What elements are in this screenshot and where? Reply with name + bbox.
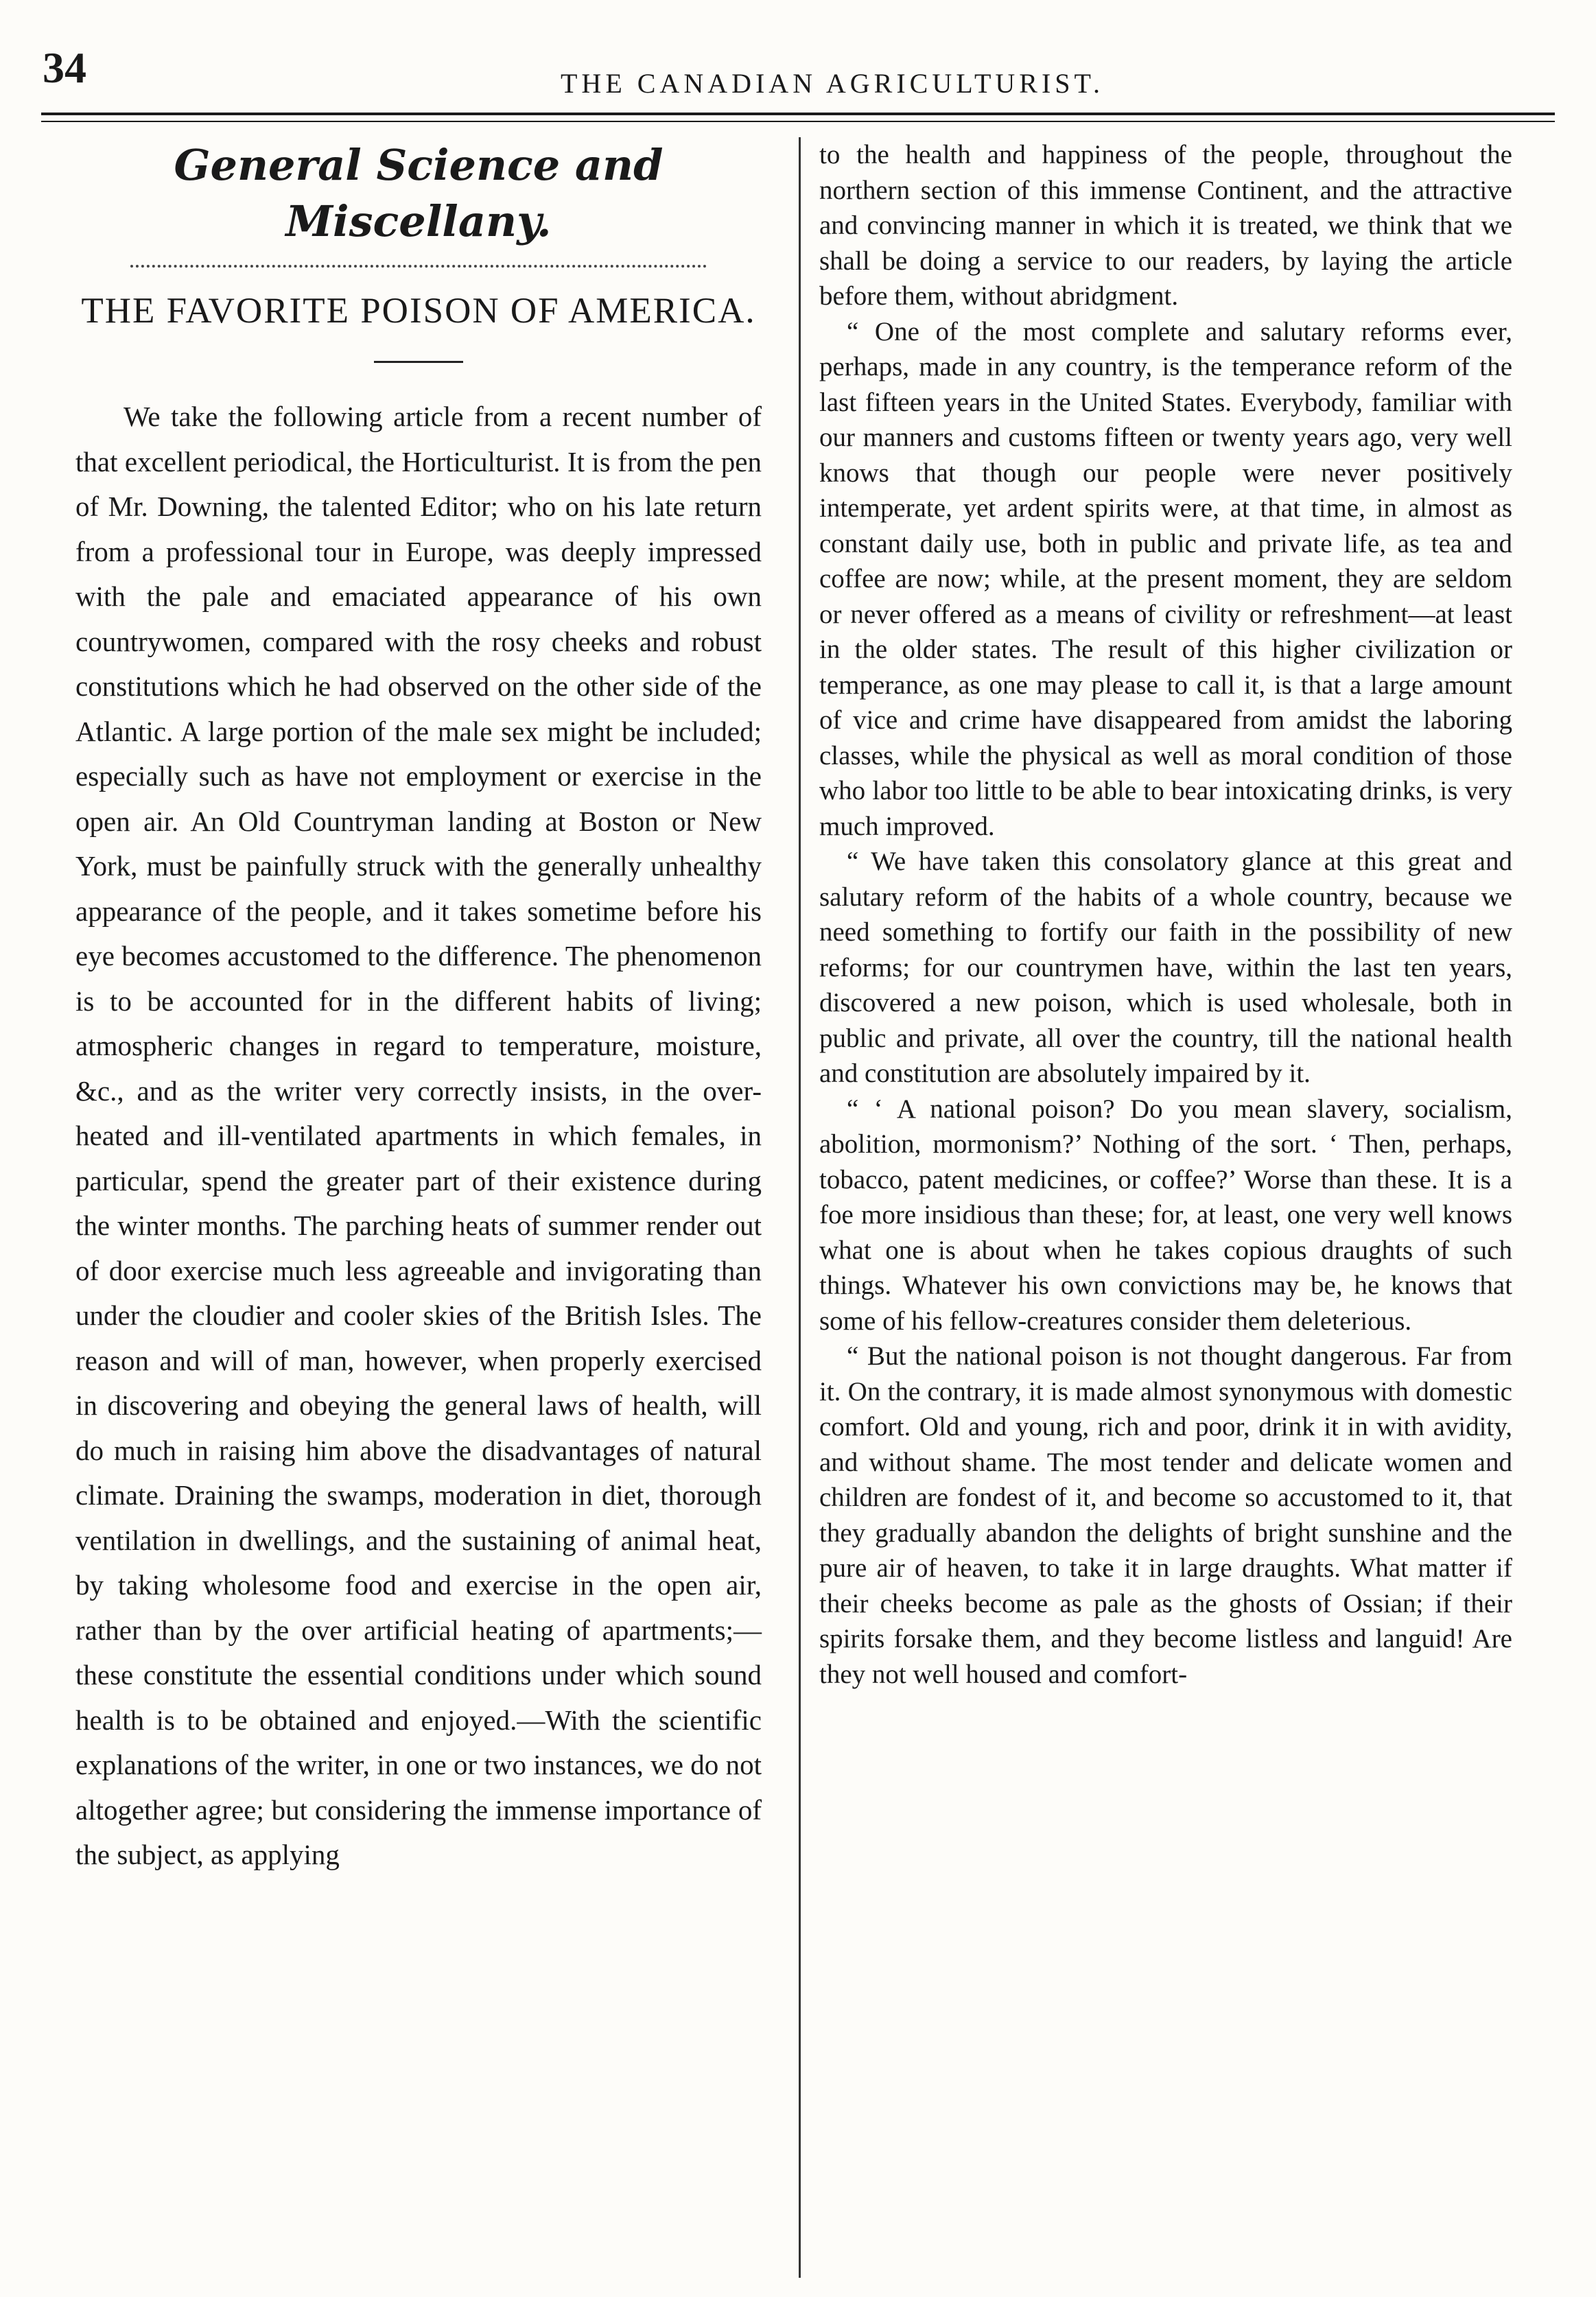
title-rule [374,361,463,363]
body-paragraph: We take the following article from a recent number of that excellent periodical, the Horticulturist. It is from the pen of Mr. Downing, the talented Editor; who on his late return from a professional tour in Europe, was deeply impressed with the pale and emaciated appearance of his own countrywomen, compared with the rosy cheeks and robust constitutions which he had observed on the other side of the Atlantic. A large portion of the male sex might be included; especially such as have not employment or exercise in the open air. An Old Countryman landing at Boston or New York, must be painfully struck with the generally unhealthy appearance of the people, and it takes sometime before his eye becomes accustomed to the difference. The phenomenon is to be accounted for in the different habits of living; atmospheric changes in regard to temperature, moisture, &c., and as the writer very correctly insists, in the over-heated and ill-ventilated apartments in which females, in particular, spend the greater part of their existence during the winter months. The parching heats of summer render out of door exercise much less agreeable and invigorating than under the cloudier and cooler skies of the British Isles. The reason and will of man, however, when properly exercised in discovering and obeying the general laws of health, will do much in raising him above the disadvantages of natural climate. Draining the swamps, moderation in diet, thorough ventilation in dwellings, and the sustaining of animal heat, by taking wholesome food and exercise in the open air, rather than by the over artificial heating of apartments;—these constitute the essential conditions under which sound health is to be obtained and enjoyed.—With the scientific explanations of the writer, in one or two instances, we do not altogether agree; but considering the immense importance of the subject, as applying [75,401,762,1870]
running-title: THE CANADIAN AGRICULTURIST. [561,68,1104,99]
page-number: 34 [43,43,86,92]
body-paragraph-continued: to the health and happiness of the people, throughout the northern section of this immense Continent, and the attractive and convincing manner in which it is treated, we think that we shall be doing a service to our readers, by laying the article before them, without abridgment. [819,140,1512,311]
header-rule [41,113,1555,115]
header-rule-thin [41,121,1555,122]
right-column [819,137,1512,1692]
column-divider [799,137,801,2278]
section-title: General Science and Miscellany. [174,140,664,246]
body-paragraph: “ ‘ A national poison? Do you mean slavery, socialism, abolition, mormonism?’ Nothing of the sort. ‘ Then, perhaps, tobacco, patent medicines, or coffee?’ Worse than these. It is a foe more insidious than these; for, at least, one very well knows what one is about when he takes copious draughts of such things. Whatever his own convictions may be, he knows that some of his fellow-creatures consider them deleterious. [819,1094,1512,1336]
body-paragraph: “ One of the most complete and salutary reforms ever, perhaps, made in any country, is the temperance reform of the last fifteen years in the United States. Everybody, familiar with our manners and customs fifteen or twenty years ago, very well knows that though our people were never positively intemperate, yet ardent spirits were, at that time, in almost as constant daily use, both in public and private life, as tea and coffee are now; while, at the present moment, they are seldom or never offered as a means of civility or refreshment—at least in the older states. The result of this higher civilization or temperance, as one may please to call it, is that a large amount of vice and crime have disappeared from amidst the laboring classes, while the physical as well as moral condition of those who labor too little to be able to bear intoxicating drinks, is very much improved. [819,316,1512,841]
body-paragraph: “ But the national poison is not thought dangerous. Far from it. On the contrary, it is made almost synonymous with domestic comfort. Old and young, rich and poor, drink it in with avidity, and without shame. The most tender and delicate women and children are fondest of it, and become so accustomed to it, that they gradually abandon the delights of bright sunshine and the pure air of heaven, to take it in large draughts. What matter if their cheeks become as pale as the ghosts of Ossian; if their spirits forsake them, and they become listless and languid! Are they not well housed and comfort- [819,1341,1512,1689]
dotted-rule [130,265,707,268]
left-column [75,137,762,1878]
body-paragraph: “ We have taken this consolatory glance at this great and salutary reform of the habits of a whole country, because we need something to fortify our faith in the possibility of new reforms; for our countrymen have, within the last ten years, discovered a new poison, which is used wholesale, both in public and private, all over the country, till the national health and constitution are absolutely impaired by it. [819,847,1512,1088]
article-title: THE FAVORITE POISON OF AMERICA. [81,291,756,331]
